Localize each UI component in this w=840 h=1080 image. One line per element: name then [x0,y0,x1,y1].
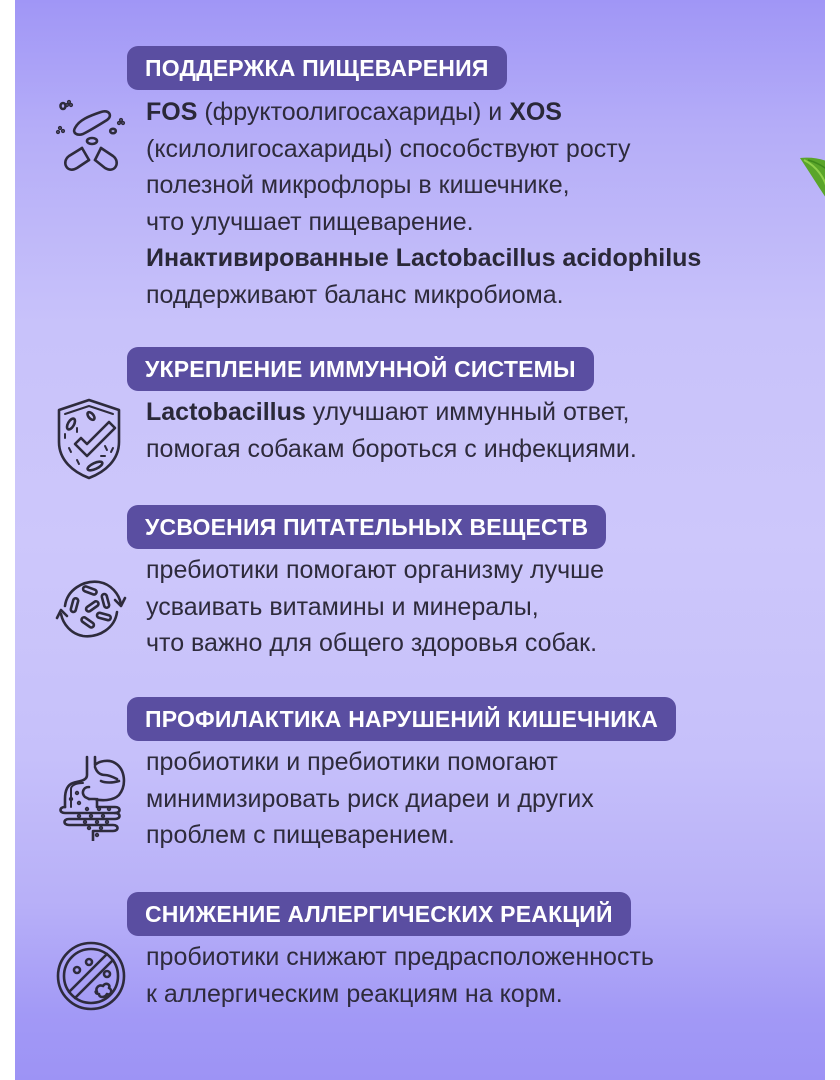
body-line: полезной микрофлоры в кишечнике, [146,171,570,199]
no-allergen-icon [55,940,127,1012]
infographic-panel [15,0,825,1080]
body-line: помогая собакам бороться с инфекциями. [146,434,637,463]
body-line: проблем с пищеварением. [146,821,455,849]
shield-check-icon [55,398,123,480]
body-line: пребиотики помогают организму лучше [146,556,605,584]
bold-term-lactobacillus: Lactobacillus [146,398,306,426]
body-line [146,240,701,277]
bold-term-xos: XOS [509,98,562,126]
body-line: пробиотики снижают предрасположенность [146,943,654,971]
body-line: усваивать витамины и минералы, [146,592,539,621]
section-body-allergy-reduction [146,939,654,1012]
section-title-immunity: УКРЕПЛЕНИЕ ИММУННОЙ СИСТЕМЫ [127,347,594,391]
section-title-nutrient-absorption: УСВОЕНИЯ ПИТАТЕЛЬНЫХ ВЕЩЕСТВ [127,505,606,549]
body-text: улучшают иммунный ответ, [305,398,630,426]
body-text: (фруктоолигосахариды) и [197,98,510,126]
cycle-bacteria-icon [55,576,127,642]
body-line: что улучшает пищеварение. [146,207,474,236]
body-line: пробиотики и пребиотики помогают [146,748,558,776]
section-body-intestinal-prevention [146,744,594,854]
body-line: (ксилолигосахариды) способствуют росту [146,134,631,163]
bold-term-fos: FOS [146,98,198,126]
section-body-immunity [146,394,637,467]
section-title-digestion: ПОДДЕРЖКА ПИЩЕВАРЕНИЯ [127,46,507,90]
body-line: поддерживают баланс микробиома. [146,280,564,309]
leaf-icon [798,152,825,200]
body-line [146,94,701,131]
body-line: к аллергическим реакциям на корм. [146,979,563,1008]
section-title-intestinal-prevention: ПРОФИЛАКТИКА НАРУШЕНИЙ КИШЕЧНИКА [127,697,676,741]
body-line [146,394,637,431]
digestive-tract-icon [57,755,129,841]
capsule-bacteria-icon [55,98,129,172]
bold-term-lactobacillus-acidophilus: Инактивированные Lactobacillus acidophilus [146,244,702,272]
section-title-allergy-reduction: СНИЖЕНИЕ АЛЛЕРГИЧЕСКИХ РЕАКЦИЙ [127,892,631,936]
section-body-nutrient-absorption [146,552,604,662]
section-body-digestion [146,94,701,313]
body-line: минимизировать риск диареи и других [146,784,594,813]
body-line: что важно для общего здоровья собак. [146,629,598,657]
